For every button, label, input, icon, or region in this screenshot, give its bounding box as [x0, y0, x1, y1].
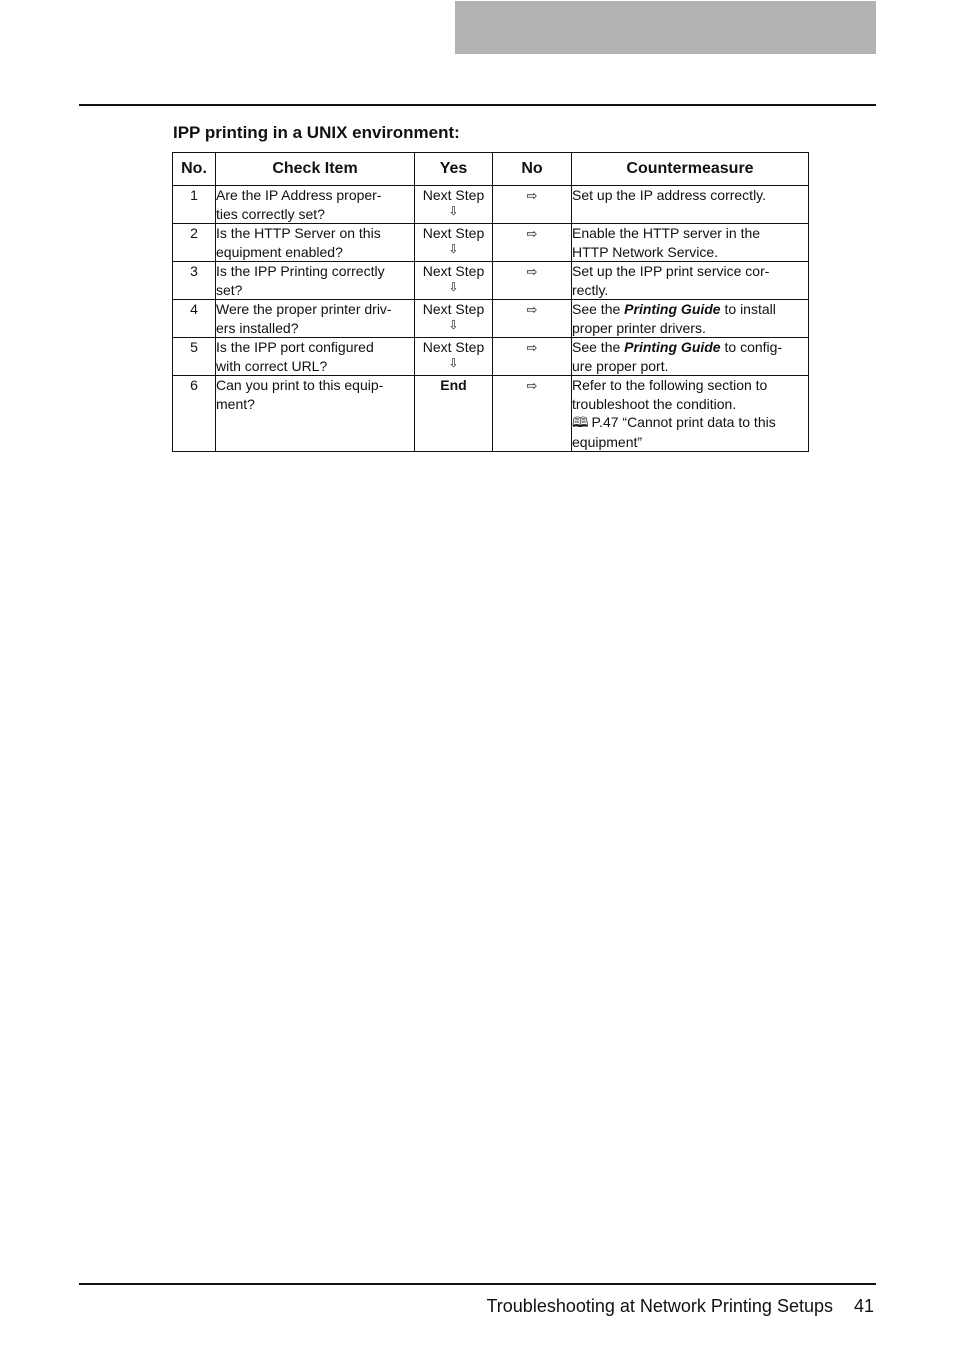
- table-row: [173, 338, 809, 376]
- no-cell: [493, 376, 572, 452]
- header-check-item: Check Item: [216, 153, 415, 186]
- countermeasure-line: [572, 300, 808, 319]
- printing-guide-reference: Printing Guide: [624, 301, 721, 317]
- printing-guide-reference: Printing Guide: [624, 339, 721, 355]
- top-divider: [79, 104, 876, 106]
- countermeasure-line: rectly.: [572, 281, 609, 298]
- row-number: 5: [173, 338, 216, 376]
- table-row: [173, 186, 809, 224]
- header-bar: [455, 1, 876, 54]
- down-arrow-icon: ⇩: [448, 279, 459, 294]
- bottom-divider: [79, 1283, 876, 1285]
- check-item-line: with correct URL?: [216, 357, 328, 374]
- check-item-line: ment?: [216, 395, 255, 412]
- countermeasure-suffix: to install: [720, 301, 776, 317]
- countermeasure-line: Enable the HTTP server in the: [572, 225, 761, 241]
- reference-text: P.47 “Cannot print data to this: [591, 414, 776, 430]
- check-item: [216, 262, 415, 300]
- countermeasure: [572, 376, 809, 452]
- check-item: [216, 186, 415, 224]
- header-no-column: No: [493, 153, 572, 186]
- yes-cell: [415, 300, 493, 338]
- book-icon: 🕮: [572, 415, 589, 431]
- row-number: 2: [173, 224, 216, 262]
- table-row: [173, 376, 809, 452]
- countermeasure-prefix: See the: [572, 339, 625, 355]
- check-item-line: ties correctly set?: [216, 205, 325, 222]
- no-cell: [493, 186, 572, 224]
- countermeasure-line: Refer to the following section to: [572, 377, 768, 393]
- check-item-line: Is the IPP Printing correctly: [216, 263, 385, 279]
- row-number: 3: [173, 262, 216, 300]
- next-step-label: Next Step: [422, 301, 485, 317]
- check-item-line: Were the proper printer driv-: [216, 301, 392, 317]
- reference-text: equipment”: [572, 433, 643, 450]
- right-arrow-icon: ⇨: [526, 379, 538, 394]
- down-arrow-icon: ⇩: [448, 203, 459, 218]
- header-countermeasure: Countermeasure: [572, 153, 809, 186]
- countermeasure-line: proper printer drivers.: [572, 319, 706, 336]
- countermeasure: [572, 338, 809, 376]
- countermeasure: [572, 224, 809, 262]
- footer-title: Troubleshooting at Network Printing Setups: [486, 1296, 833, 1316]
- check-item: [216, 300, 415, 338]
- header-no: No.: [173, 153, 216, 186]
- countermeasure: [572, 300, 809, 338]
- check-item-line: Are the IP Address proper-: [216, 187, 382, 203]
- right-arrow-icon: ⇨: [526, 265, 538, 280]
- right-arrow-icon: ⇨: [526, 303, 538, 318]
- next-step-label: Next Step: [422, 339, 485, 355]
- no-cell: [493, 262, 572, 300]
- row-number: 1: [173, 186, 216, 224]
- next-step-label: Next Step: [422, 187, 485, 203]
- yes-cell: [415, 338, 493, 376]
- countermeasure-line: ure proper port.: [572, 357, 669, 374]
- check-item-line: Is the HTTP Server on this: [216, 225, 381, 241]
- section-title: IPP printing in a UNIX environment:: [173, 123, 460, 142]
- down-arrow-icon: ⇩: [448, 241, 459, 256]
- down-arrow-icon: ⇩: [448, 317, 459, 332]
- table-row: [173, 300, 809, 338]
- right-arrow-icon: ⇨: [526, 341, 538, 356]
- next-step-label: Next Step: [422, 225, 485, 241]
- reference-link[interactable]: [572, 413, 808, 433]
- check-item: [216, 224, 415, 262]
- table-header-row: [173, 153, 809, 186]
- countermeasure-line: Set up the IPP print service cor-: [572, 263, 770, 279]
- countermeasure-line: [572, 338, 808, 357]
- table-row: [173, 224, 809, 262]
- check-item-line: Can you print to this equip-: [216, 377, 384, 393]
- check-item-line: set?: [216, 281, 243, 298]
- yes-cell: [415, 224, 493, 262]
- countermeasure-line: Set up the IP address correctly.: [572, 187, 767, 203]
- no-cell: [493, 300, 572, 338]
- check-item-line: Is the IPP port configured: [216, 339, 374, 355]
- header-yes: Yes: [415, 153, 493, 186]
- right-arrow-icon: ⇨: [526, 189, 538, 204]
- check-item: [216, 338, 415, 376]
- row-number: 6: [173, 376, 216, 452]
- no-cell: [493, 338, 572, 376]
- end-label: End: [440, 377, 467, 393]
- countermeasure: [572, 186, 809, 224]
- countermeasure-line: troubleshoot the condition.: [572, 395, 737, 412]
- troubleshooting-table: [172, 152, 809, 452]
- check-item: [216, 376, 415, 452]
- page-number: 41: [853, 1296, 874, 1316]
- countermeasure: [572, 262, 809, 300]
- yes-cell: [415, 376, 493, 452]
- table-row: [173, 262, 809, 300]
- countermeasure-prefix: See the: [572, 301, 625, 317]
- check-item-line: ers installed?: [216, 319, 299, 336]
- no-cell: [493, 224, 572, 262]
- countermeasure-line: HTTP Network Service.: [572, 243, 718, 260]
- row-number: 4: [173, 300, 216, 338]
- countermeasure-suffix: to config-: [720, 339, 783, 355]
- yes-cell: [415, 186, 493, 224]
- down-arrow-icon: ⇩: [448, 355, 459, 370]
- next-step-label: Next Step: [422, 263, 485, 279]
- check-item-line: equipment enabled?: [216, 243, 343, 260]
- yes-cell: [415, 262, 493, 300]
- right-arrow-icon: ⇨: [526, 227, 538, 242]
